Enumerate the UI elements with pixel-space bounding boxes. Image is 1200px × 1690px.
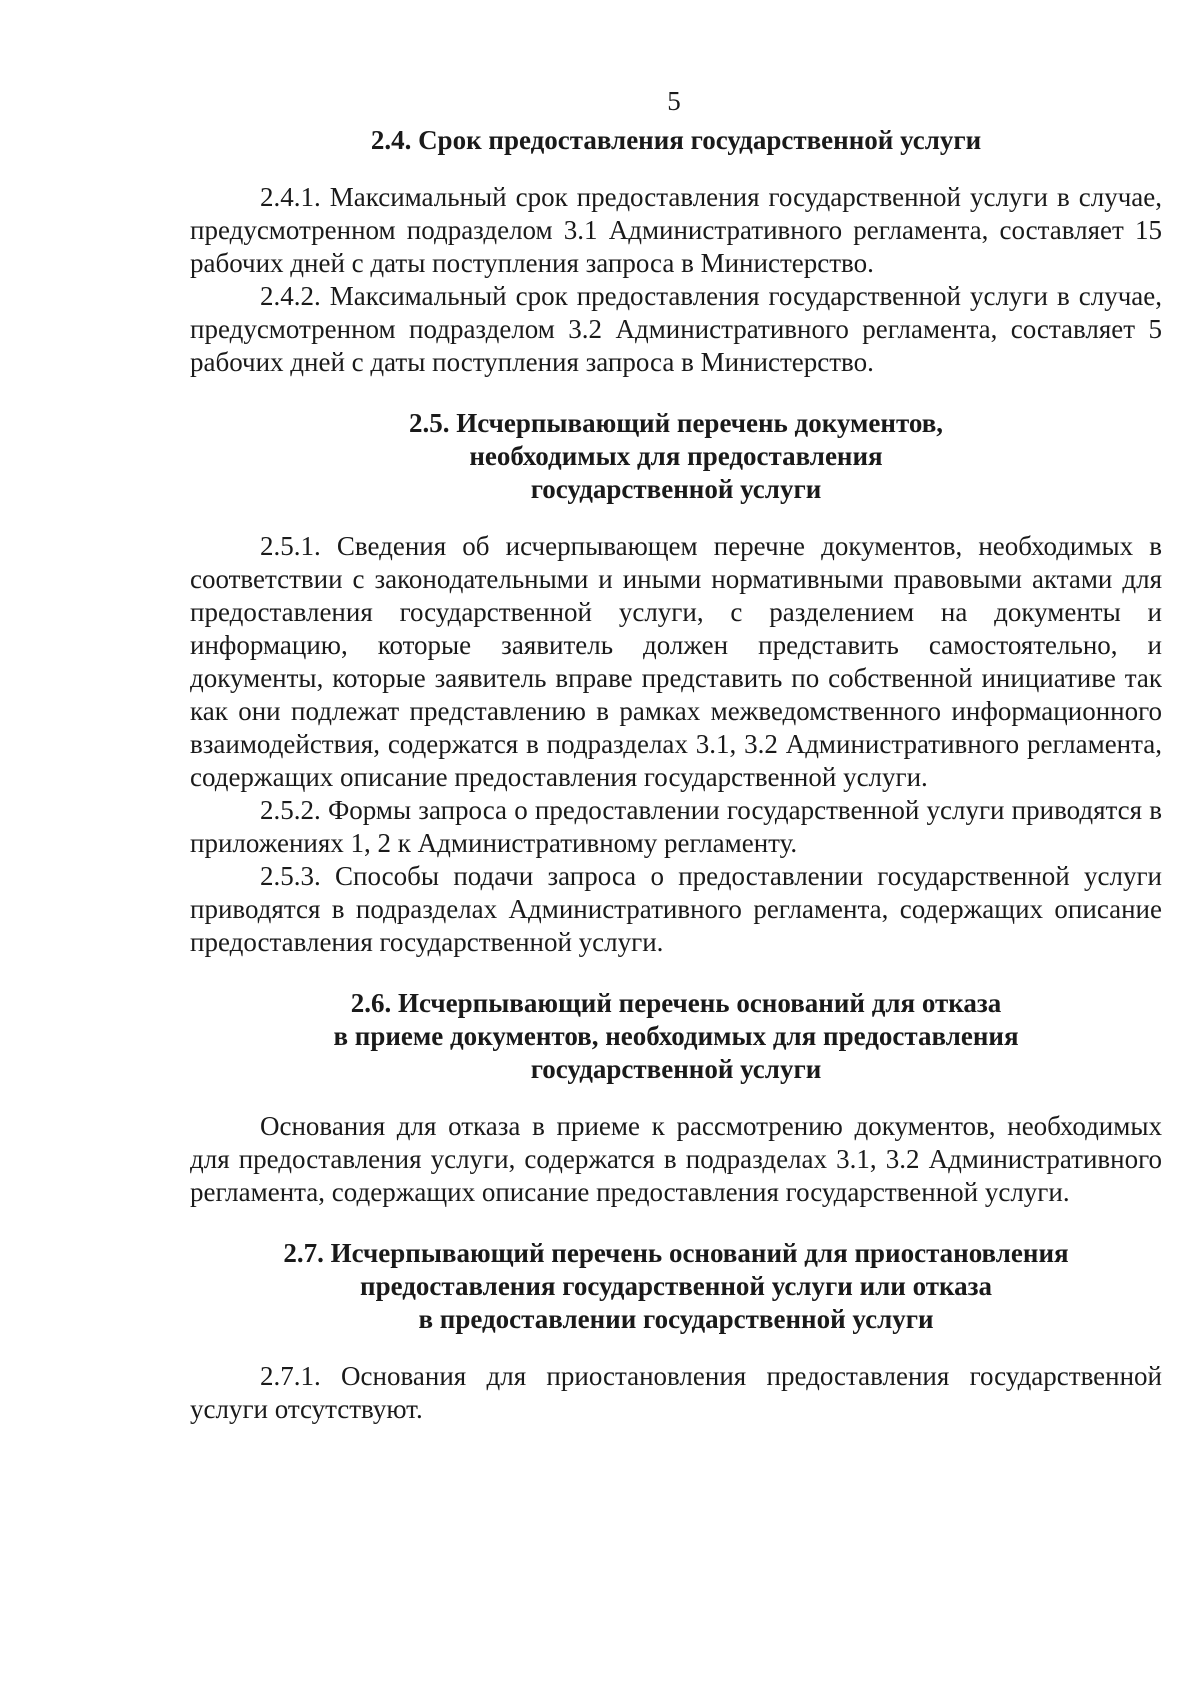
section-2-7 [190,1237,1162,1426]
paragraph-2-5-1: 2.5.1. Сведения об исчерпывающем перечне документов, необходимых в соответствии с законодательными и иными нормативными правовыми актами для предоставления государственной услуги, с разделением на документы и информацию, которые заявитель должен представить самостоятельно, и документы, которые заявитель вправе представить по собственной инициативе так как они подлежат представлению в рамках межведомственного информационного взаимодействия, содержатся в подразделах 3.1, 3.2 Административного регламента, содержащих описание предоставления государственной услуги. [190,531,1162,792]
paragraph-2-7-1: 2.7.1. Основания для приостановления предоставления государственной услуги отсутствуют. [190,1361,1162,1424]
paragraph-2-4-2: 2.4.2. Максимальный срок предоставления государственной услуги в случае, предусмотренном подразделом 3.2 Административного регламента, составляет 5 рабочих дней с даты поступления запроса в Министерство. [190,281,1162,377]
section-heading [190,124,1162,157]
heading-line: 2.7. Исчерпывающий перечень оснований для приостановления [283,1238,1069,1268]
heading-line: в приеме документов, необходимых для предоставления [333,1021,1019,1051]
page-number: 5 [667,86,681,116]
heading-line: 2.4. Срок предоставления государственной услуги [370,125,982,155]
document-body [190,124,1162,1426]
paragraph-2-5-3: 2.5.3. Способы подачи запроса о предоставлении государственной услуги приводятся в подразделах Административного регламента, содержащих описание предоставления государственной услуги. [190,861,1162,957]
heading-line: предоставления государственной услуги или отказа [360,1271,992,1301]
heading-line: необходимых для предоставления [469,441,883,471]
heading-line: в предоставлении государственной услуги [418,1304,934,1334]
section-2-4 [190,124,1162,379]
section-heading [190,407,1162,506]
heading-line: государственной услуги [530,1054,822,1084]
section-2-5 [190,407,1162,959]
paragraph-2-5-2: 2.5.2. Формы запроса о предоставлении государственной услуги приводятся в приложениях 1, 2 к Административному регламенту. [190,795,1162,858]
heading-line: государственной услуги [530,474,822,504]
paragraph-2-6: Основания для отказа в приеме к рассмотрению документов, необходимых для предоставления услуги, содержатся в подразделах 3.1, 3.2 Административного регламента, содержащих описание предоставления государственной услуги. [190,1111,1162,1207]
paragraph-2-4-1: 2.4.1. Максимальный срок предоставления государственной услуги в случае, предусмотренном подразделом 3.1 Административного регламента, составляет 15 рабочих дней с даты поступления запроса в Министерство. [190,182,1162,278]
section-heading [190,1237,1162,1336]
heading-line: 2.6. Исчерпывающий перечень оснований для отказа [350,988,1002,1018]
section-2-6 [190,987,1162,1209]
section-heading [190,987,1162,1086]
heading-line: 2.5. Исчерпывающий перечень документов, [408,408,944,438]
